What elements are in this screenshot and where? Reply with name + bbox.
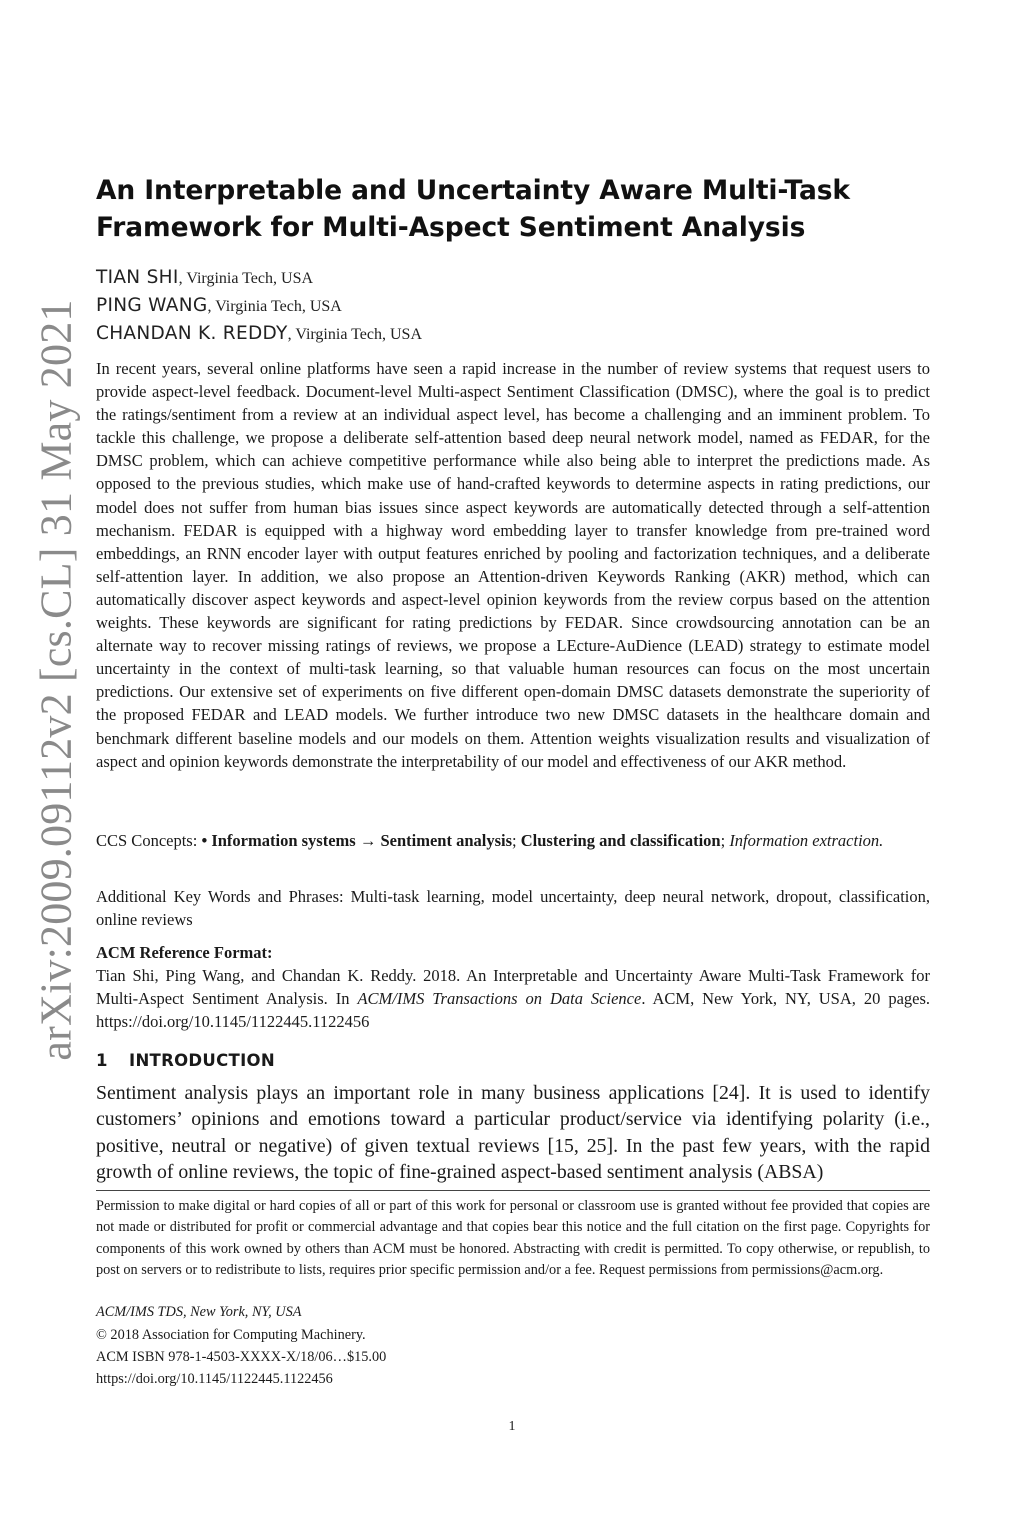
author-affiliation: , Virginia Tech, USA — [207, 298, 342, 315]
doi-line: https://doi.org/10.1145/1122445.1122456 — [96, 1371, 333, 1387]
author-entry — [96, 320, 956, 348]
ccs-term-secondary: Clustering and classification — [520, 831, 721, 850]
author-affiliation: , Virginia Tech, USA — [287, 326, 422, 343]
author-entry — [96, 292, 956, 320]
author-affiliation: , Virginia Tech, USA — [178, 270, 314, 287]
copyright-line: © 2018 Association for Computing Machinery. — [96, 1327, 366, 1343]
reference-text-before: Tian Shi, Ping Wang, and Chandan K. Reddy. 2018. An Interpretable and Uncertainty Aware Multi-Task Framework for Multi-Aspect Sentiment Analysis. In — [96, 966, 930, 1009]
section-heading-introduction — [96, 1051, 275, 1070]
ccs-label: CCS Concepts: — [96, 831, 202, 850]
reference-text-after: . ACM, New York, NY, USA, 20 pages. https://doi.org/10.1145/1122445.1122456 — [96, 989, 931, 1032]
reference-format-text — [96, 964, 930, 1033]
arxiv-identifier-text: arXiv:2009.09112v2 [cs.CL] 31 May 2021 — [31, 299, 81, 1061]
reference-format-heading: ACM Reference Format: — [96, 943, 273, 962]
author-entry — [96, 264, 956, 292]
additional-keywords: Additional Key Words and Phrases: Multi-task learning, model uncertainty, deep neural network, dropout, classification, online reviews — [96, 887, 930, 930]
ccs-concepts — [96, 829, 930, 852]
ccs-separator: ; — [512, 831, 521, 850]
paper-title: An Interpretable and Uncertainty Aware Multi-Task Framework for Multi-Aspect Sentiment Analysis — [96, 175, 850, 243]
isbn-line: ACM ISBN 978-1-4503-XXXX-X/18/06…$15.00 — [96, 1349, 387, 1365]
author-list — [96, 264, 956, 348]
section-number: 1 — [96, 1051, 108, 1070]
ccs-term-tertiary: Information extraction. — [729, 831, 884, 850]
author-name: TIAN SHI — [96, 267, 179, 288]
ccs-separator: ; — [720, 831, 730, 850]
ccs-term-primary: • Information systems → Sentiment analysis — [201, 831, 513, 850]
author-name: PING WANG — [96, 295, 208, 316]
venue-line: ACM/IMS TDS, New York, NY, USA — [96, 1304, 302, 1320]
page-number: 1 — [508, 1419, 516, 1434]
permission-notice: Permission to make digital or hard copies of all or part of this work for personal or classroom use is granted without fee provided that copies are not made or distributed for profit or commercial advantage and that copies bear this notice and the full citation on the first page. Copyrights for components of this work owned by others than ACM must be honored. Abstracting with credit is permitted. To copy otherwise, or republish, to post on servers or to redistribute to lists, requires prior specific permission and/or a fee. Request permissions from permissions@acm.org. — [96, 1198, 930, 1278]
author-name: CHANDAN K. REDDY — [96, 323, 288, 344]
abstract: In recent years, several online platforms have seen a rapid increase in the number of review systems that request users to provide aspect-level feedback. Document-level Multi-aspect Sentiment Classification (DMSC), where the goal is to predict the ratings/sentiment from a review at an individual aspect level, has become a challenging and an imminent problem. To tackle this challenge, we propose a deliberate self-attention based deep neural network model, named as FEDAR, for the DMSC problem, which can achieve competitive performance while also being able to interpret the predictions made. As opposed to the previous studies, which make use of hand-crafted keywords to determine aspects in rating predictions, our model does not suffer from human bias issues since aspect keywords are automatically detected through a self-attention mechanism. FEDAR is equipped with a highway word embedding layer to transfer knowledge from pre-trained word embeddings, an RNN encoder layer with output features enriched by pooling and factorization techniques, and a deliberate self-attention layer. In addition, we also propose an Attention-driven Keywords Ranking (AKR) method, which can automatically discover aspect keywords and aspect-level opinion keywords from the review corpus based on the attention weights. These keywords are significant for rating predictions by FEDAR. Since crowdsourcing annotation can be an alternate way to recover missing ratings of reviews, we propose a LEcture-AuDience (LEAD) strategy to estimate model uncertainty in the context of multi-task learning, so that valuable human resources can focus on the most uncertain predictions. Our extensive set of experiments on five different open-domain DMSC datasets demonstrate the superiority of the proposed FEDAR and LEAD models. We further introduce two new DMSC datasets in the healthcare domain and benchmark different baseline models and our models on them. Attention weights visualization results and visualization of aspect and opinion keywords demonstrate the interpretability of our model and effectiveness of our AKR method. — [96, 359, 930, 771]
section-title: INTRODUCTION — [129, 1051, 275, 1070]
reference-journal: ACM/IMS Transactions on Data Science — [357, 989, 642, 1009]
introduction-paragraph: Sentiment analysis plays an important role in many business applications [24]. It is used to identify customers’ opinions and emotions toward a particular product/service via identifying polarity (i.e., positive, neutral or negative) of given textual reviews [15, 25]. In the past few years, with the rapid growth of online reviews, the topic of fine-grained aspect-based sentiment analysis (ABSA) — [96, 1082, 930, 1183]
footnote-divider — [96, 1190, 930, 1191]
